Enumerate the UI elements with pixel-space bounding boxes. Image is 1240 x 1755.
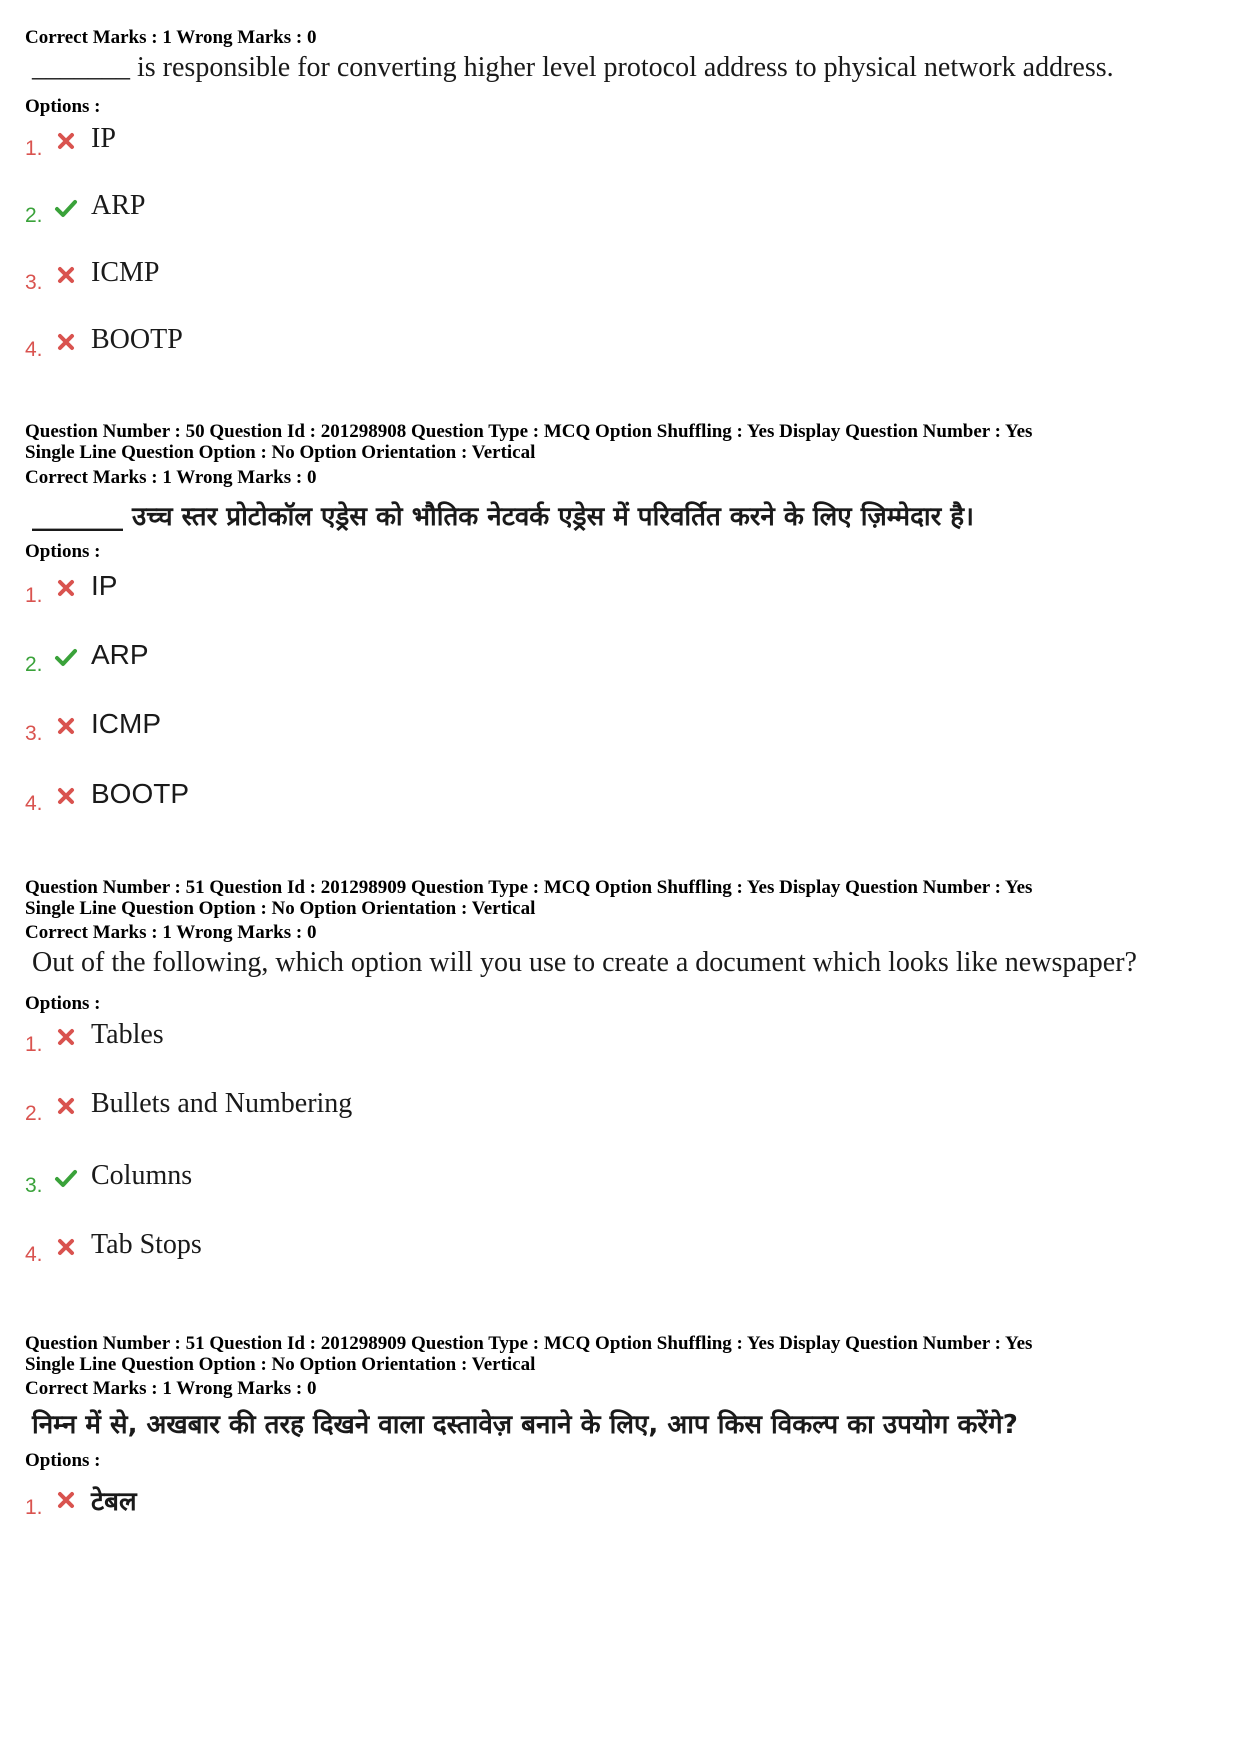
cross-icon [54, 576, 78, 600]
question-header: Question Number : 50 Question Id : 201298908 Question Type : MCQ Option Shuffling : Yes Display Question Number : Yes [25, 421, 1033, 442]
option-number: 4. [25, 338, 43, 361]
marks-line: Correct Marks : 1 Wrong Marks : 0 [25, 1378, 317, 1399]
question-text: Out of the following, which option will you use to create a document which looks like newspaper? [32, 947, 1137, 978]
option-text: Bullets and Numbering [91, 1088, 353, 1119]
options-label: Options : [25, 993, 101, 1014]
cross-icon [54, 1094, 78, 1118]
option-text: ARP [91, 190, 146, 221]
check-icon [54, 645, 78, 669]
option-number: 2. [25, 204, 43, 227]
option-number: 3. [25, 722, 43, 745]
question-text: निम्न में से, अखबार की तरह दिखने वाला दस्तावेज़ बनाने के लिए, आप किस विकल्प का उपयोग करेंगे? [32, 1410, 1018, 1440]
question-header: Question Number : 51 Question Id : 201298909 Question Type : MCQ Option Shuffling : Yes Display Question Number : Yes [25, 877, 1033, 898]
option-item [25, 1160, 625, 1200]
option-item [25, 639, 625, 679]
option-number: 3. [25, 271, 43, 294]
check-icon [54, 1166, 78, 1190]
option-item [25, 1088, 625, 1128]
cross-icon [54, 129, 78, 153]
option-number: 1. [25, 1033, 43, 1056]
option-item [25, 1482, 625, 1522]
option-item [25, 123, 625, 163]
option-text: IP [91, 123, 116, 154]
option-number: 4. [25, 1243, 43, 1266]
option-text: ICMP [91, 257, 160, 288]
check-icon [54, 196, 78, 220]
option-text: Tab Stops [91, 1229, 202, 1260]
option-number: 1. [25, 1496, 43, 1519]
option-item [25, 324, 625, 364]
option-item [25, 1019, 625, 1059]
option-item [25, 257, 625, 297]
cross-icon [54, 714, 78, 738]
option-item [25, 570, 625, 610]
option-number: 4. [25, 792, 43, 815]
options-label: Options : [25, 1450, 101, 1471]
cross-icon [54, 784, 78, 808]
cross-icon [54, 263, 78, 287]
option-text: IP [91, 570, 118, 601]
option-number: 3. [25, 1174, 43, 1197]
option-number: 1. [25, 584, 43, 607]
option-text: Columns [91, 1160, 193, 1191]
options-label: Options : [25, 541, 101, 562]
cross-icon [54, 1025, 78, 1049]
option-text: BOOTP [91, 778, 190, 809]
cross-icon [54, 1235, 78, 1259]
option-text: ICMP [91, 708, 161, 739]
question-header-2: Single Line Question Option : No Option Orientation : Vertical [25, 898, 536, 919]
question-header: Question Number : 51 Question Id : 201298909 Question Type : MCQ Option Shuffling : Yes Display Question Number : Yes [25, 1333, 1033, 1354]
cross-icon [54, 330, 78, 354]
question-text: _______ is responsible for converting higher level protocol address to physical network address. [32, 52, 1114, 83]
marks-line: Correct Marks : 1 Wrong Marks : 0 [25, 467, 317, 488]
option-text: BOOTP [91, 324, 183, 355]
option-text: टेबल [91, 1487, 137, 1517]
option-text: ARP [91, 639, 149, 670]
option-number: 1. [25, 137, 43, 160]
option-item [25, 1229, 625, 1269]
marks-line: Correct Marks : 1 Wrong Marks : 0 [25, 27, 317, 48]
question-text: _______ उच्च स्तर प्रोटोकॉल एड्रेस को भौतिक नेटवर्क एड्रेस में परिवर्तित करने के लिए ज़िम्मेदार है। [32, 502, 974, 532]
cross-icon [54, 1488, 78, 1512]
question-header-2: Single Line Question Option : No Option Orientation : Vertical [25, 1354, 536, 1375]
marks-line: Correct Marks : 1 Wrong Marks : 0 [25, 922, 317, 943]
option-item [25, 190, 625, 230]
options-label: Options : [25, 96, 101, 117]
option-item [25, 778, 625, 818]
option-number: 2. [25, 1102, 43, 1125]
option-number: 2. [25, 653, 43, 676]
option-text: Tables [91, 1019, 164, 1050]
question-header-2: Single Line Question Option : No Option Orientation : Vertical [25, 442, 536, 463]
option-item [25, 708, 625, 748]
